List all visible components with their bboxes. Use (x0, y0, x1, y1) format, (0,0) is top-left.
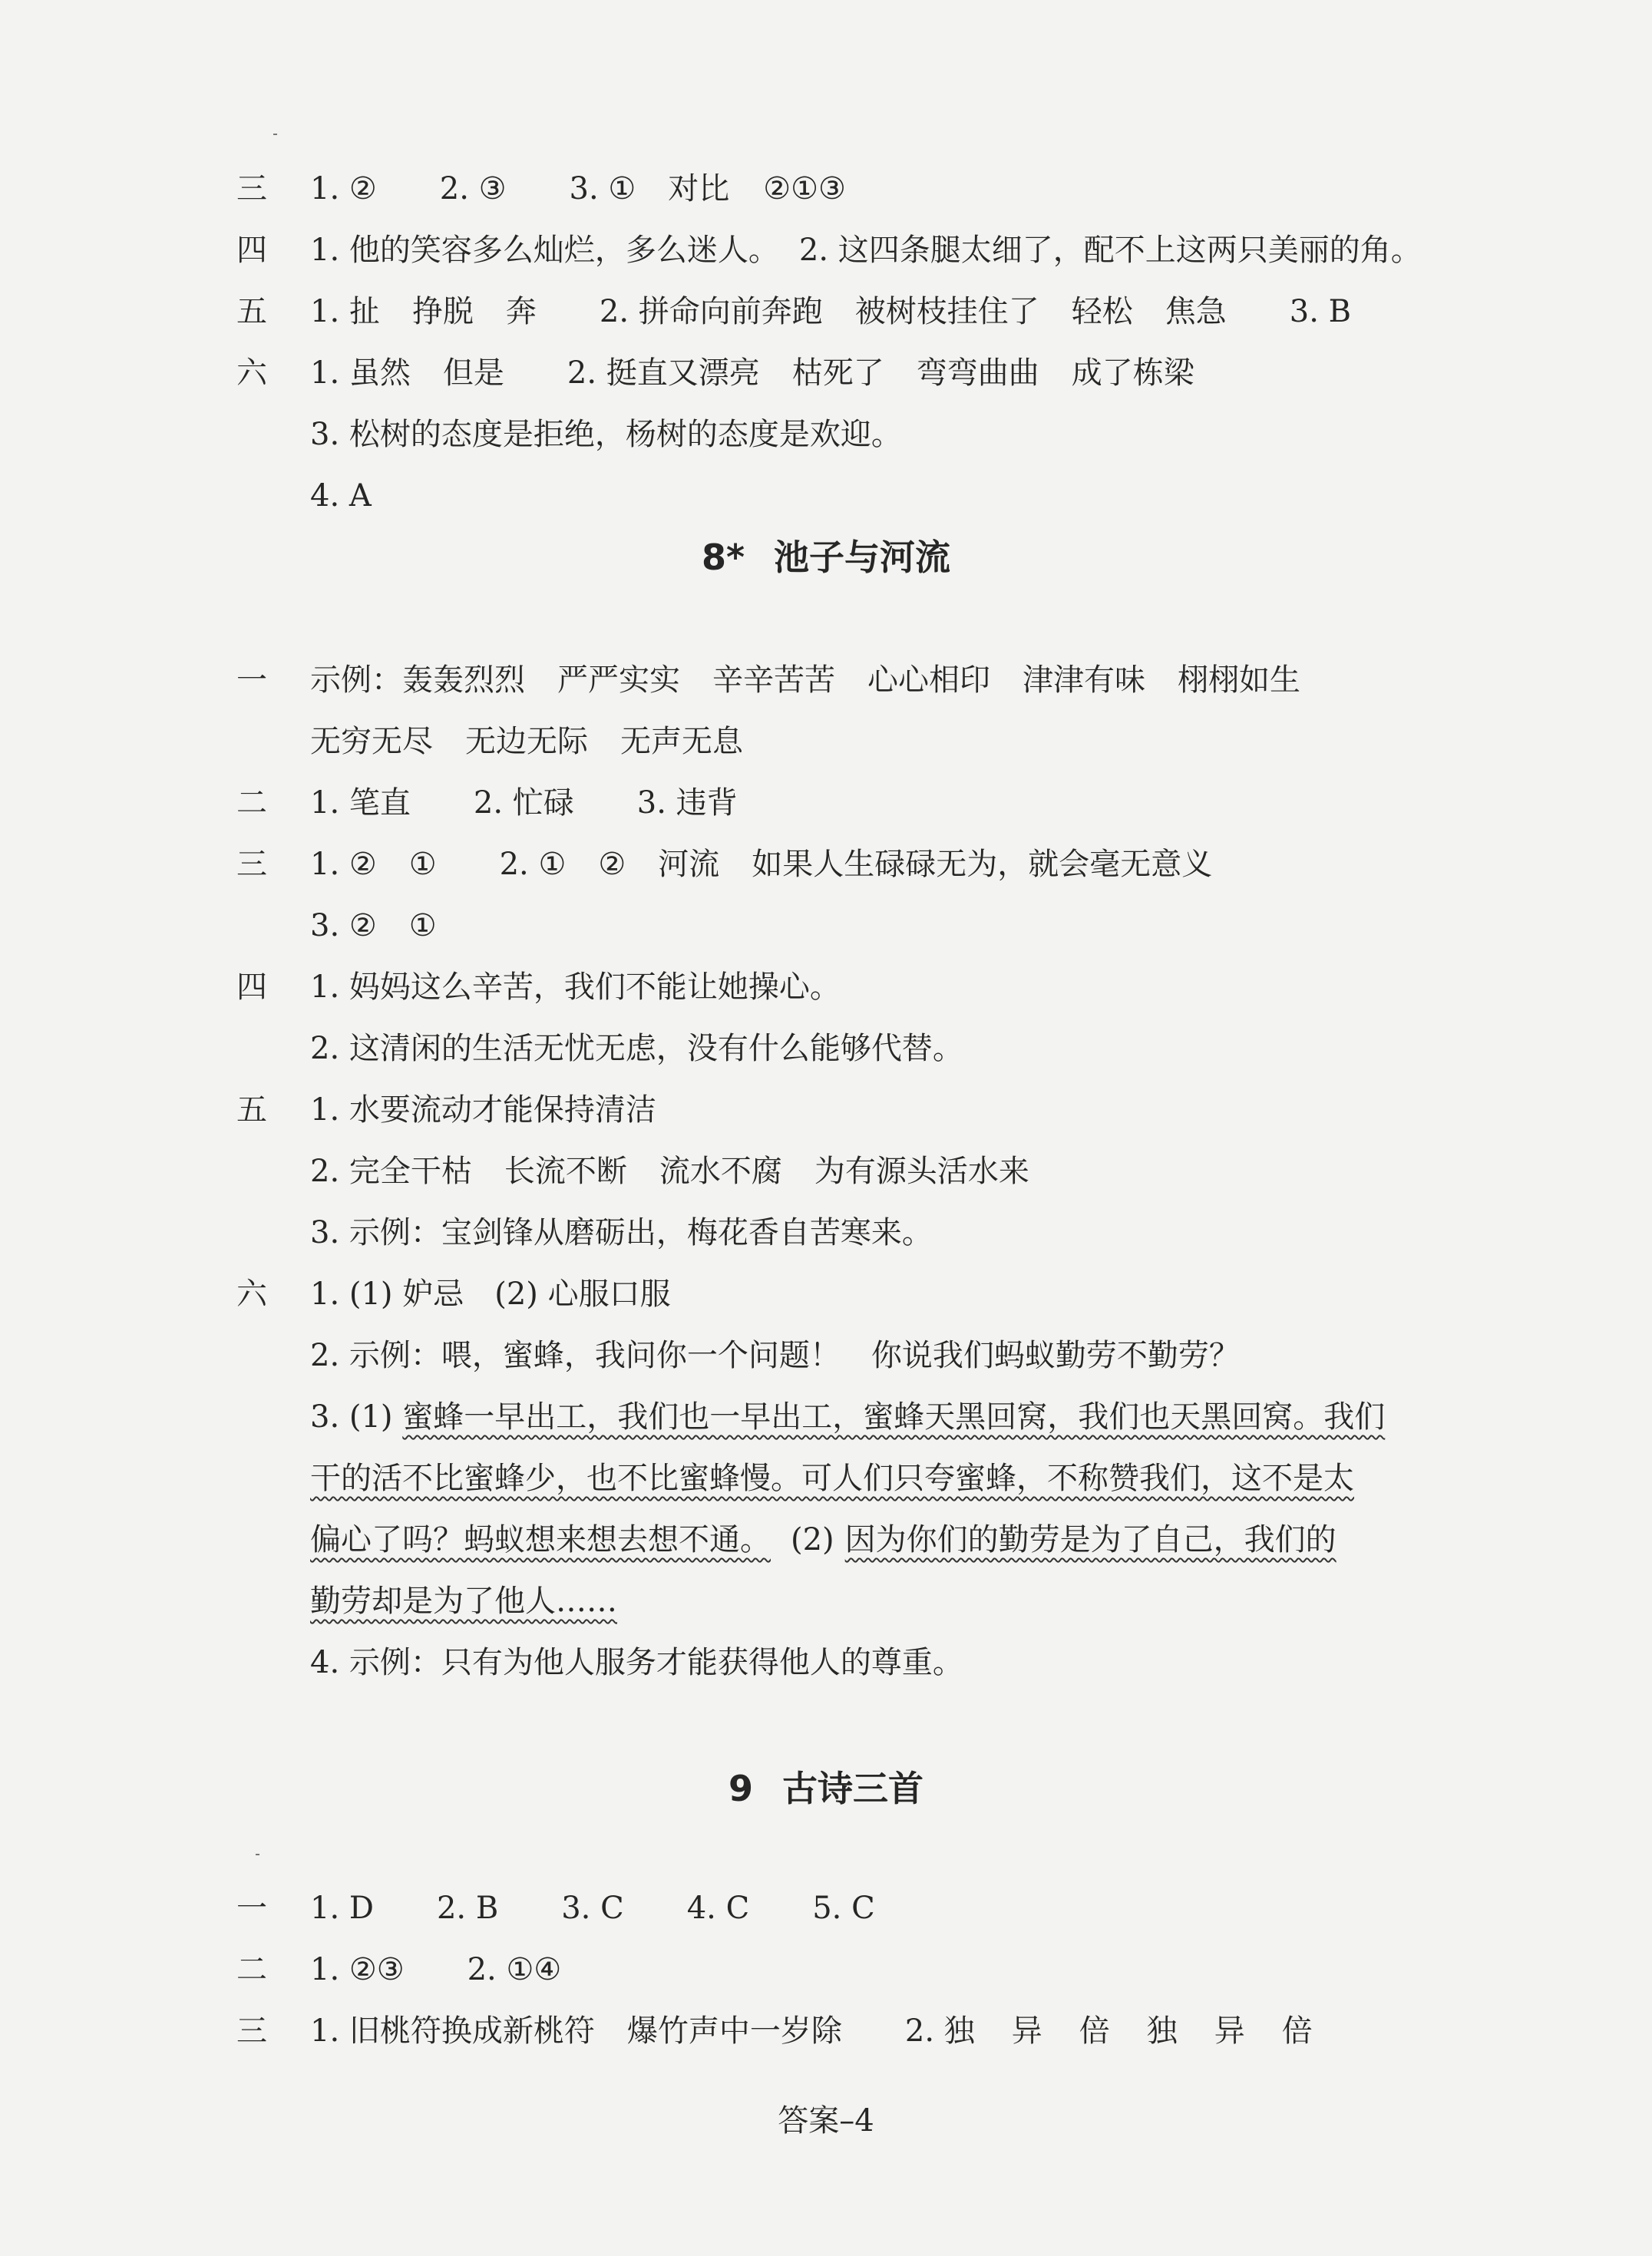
answer-item: 倍 (1079, 2013, 1110, 2049)
answer-item: 独 (1146, 2013, 1178, 2049)
answer-text: 3. 松树的态度是拒绝，杨树的态度是欢迎。 (310, 417, 902, 452)
answer-item: 焦急 (1165, 294, 1227, 329)
wavy-underlined-text: 偏心了吗？蚂蚁想来想去想不通。 (310, 1522, 771, 1557)
answer-item: 1. 笔直 (310, 785, 411, 821)
section-number: 六 (236, 355, 267, 391)
answer-item: 2. 独 (904, 2013, 975, 2049)
answer-items (310, 229, 1422, 272)
wavy-underlined-text: 蜜蜂一早出工，我们也一早出工，蜜蜂天黑回窝，我们也天黑回窝。我们 (402, 1399, 1386, 1435)
section-number: 三 (236, 847, 267, 882)
answer-item: 2. 这四条腿太细了，配不上这两只美丽的角。 (798, 233, 1422, 268)
answer-items (310, 290, 1351, 333)
answer-item: 无穷无尽 (310, 724, 433, 759)
answer-item: 倍 (1281, 2013, 1313, 2049)
answer-item: 轻松 (1071, 294, 1133, 329)
answer-item: 2. 挺直又漂亮 (567, 355, 760, 391)
answer-items (310, 1887, 875, 1930)
lesson-8-heading (0, 534, 1652, 580)
answer-item: 2. 忙碌 (473, 785, 574, 821)
answer-item: 心心相印 (867, 662, 990, 698)
section-number: 四 (236, 233, 267, 268)
answer-items (310, 781, 738, 824)
answer-text: 2. 这清闲的生活无忧无虑，没有什么能够代替。 (310, 1031, 963, 1066)
section-number: 三 (236, 171, 267, 206)
answer-item: 但是 (442, 355, 504, 391)
section-number: 六 (236, 1277, 267, 1312)
wavy-underlined-text: 干的活不比蜜蜂少，也不比蜜蜂慢。可人们只夸蜜蜂，不称赞我们，这不是太 (310, 1461, 1354, 1496)
answer-item: 2. ① (499, 847, 567, 882)
answer-item: 1. 扯 (310, 294, 380, 329)
answer-item: 2. B (436, 1891, 499, 1926)
answer-item: 弯弯曲曲 (916, 355, 1039, 391)
question-prefix: 3. (1) (310, 1399, 403, 1435)
answer-item: 1. 虽然 (310, 355, 411, 391)
answer-item: 4. C (686, 1891, 750, 1926)
answer-items (310, 352, 1194, 395)
answer-text: 4. A (310, 478, 372, 514)
answer-item: 2. ①④ (467, 1952, 562, 1987)
answer-item: 无声无息 (620, 724, 743, 759)
answer-item: 辛辛苦苦 (712, 662, 835, 698)
lesson-9-heading (0, 1765, 1652, 1812)
answer-item: 被树枝挂住了 (854, 294, 1039, 329)
lesson-number: 9 (728, 1768, 753, 1809)
answer-item: 2. 拼命向前奔跑 (599, 294, 823, 329)
answer-item: ① (408, 847, 437, 882)
answer-item: 1. ② (310, 171, 377, 206)
section-number: 五 (236, 294, 267, 329)
answer-item: 3. B (1289, 294, 1352, 329)
answer-item: 3. ① (569, 171, 636, 206)
answer-item: 流水不腐 (659, 1154, 782, 1189)
answer-paragraph (310, 1457, 1354, 1500)
section-number: 一 (236, 662, 267, 698)
section-number: 一 (236, 1891, 267, 1926)
answer-item: 挣脱 (411, 294, 474, 329)
lesson-title: 古诗三首 (782, 1768, 923, 1809)
answer-items (310, 1150, 1029, 1193)
answer-text: 1. 水要流动才能保持清洁 (310, 1092, 656, 1128)
answer-item: 无边无际 (465, 724, 588, 759)
answer-paragraph (310, 1580, 617, 1623)
answer-item: 成了栋梁 (1071, 355, 1194, 391)
answer-text: 3. 示例：宝剑锋从磨砺出，梅花香自苦寒来。 (310, 1215, 933, 1250)
section-number: 二 (236, 785, 267, 821)
answer-item: 3. ② (310, 908, 377, 943)
answer-item: 1. ② (310, 847, 377, 882)
answer-item: 对比 (668, 171, 730, 206)
section-number: 五 (236, 1092, 267, 1128)
answer-item: 严严实实 (557, 662, 680, 698)
answer-item: 1. 旧桃符换成新桃符 (310, 2013, 595, 2049)
scan-speck (273, 134, 277, 135)
scan-speck (256, 1854, 259, 1855)
answer-items (310, 1948, 561, 1991)
answer-item: 5. C (812, 1891, 875, 1926)
answer-item: 为有源头活水来 (814, 1154, 1029, 1189)
answer-item: 异 (1214, 2013, 1245, 2049)
answer-text: 4. 示例：只有为他人服务才能获得他人的尊重。 (310, 1645, 963, 1680)
answer-text: 1. 妈妈这么辛苦，我们不能让她操心。 (310, 969, 841, 1005)
answer-text: 1. (1) 妒忌 (2) 心服口服 (310, 1277, 671, 1312)
answer-item: 示例：轰轰烈烈 (310, 662, 525, 698)
answer-paragraph (310, 1518, 1336, 1561)
answer-item: 津津有味 (1023, 662, 1145, 698)
wavy-underlined-text: 勤劳却是为了他人…… (310, 1584, 617, 1619)
answer-item: 3. C (561, 1891, 624, 1926)
answer-item: ②①③ (763, 171, 846, 206)
answer-item: 栩栩如生 (1178, 662, 1300, 698)
answer-item: 长流不断 (504, 1154, 627, 1189)
answer-item: 异 (1011, 2013, 1042, 2049)
answer-paragraph (310, 1396, 1385, 1438)
answer-item: 奔 (505, 294, 537, 329)
answer-item: 2. 完全干枯 (310, 1154, 472, 1189)
answer-item: 河流 (658, 847, 720, 882)
answer-item: ② (598, 847, 626, 882)
answer-item: 2. ③ (439, 171, 507, 206)
answer-items (310, 2010, 1313, 2053)
answer-item: 如果人生碌碌无为，就会毫无意义 (752, 847, 1213, 882)
subquestion-mark: (2) (791, 1522, 834, 1557)
answer-items (310, 167, 846, 210)
answer-text: 2. 示例：喂，蜜蜂，我问你一个问题！ 你说我们蚂蚁勤劳不勤劳？ (310, 1338, 1240, 1373)
answer-item: 1. 他的笑容多么灿烂，多么迷人。 (310, 233, 779, 268)
section-number: 三 (236, 2013, 267, 2049)
answer-item: 枯死了 (791, 355, 884, 391)
answer-items (310, 904, 437, 947)
answer-items (310, 720, 743, 763)
section-number: 四 (236, 969, 267, 1005)
answer-item: 爆竹声中一岁除 (626, 2013, 842, 2049)
answer-item: ① (408, 908, 437, 943)
answer-items (310, 659, 1300, 702)
answer-item: 3. 违背 (636, 785, 738, 821)
section-number: 二 (236, 1952, 267, 1987)
lesson-number: 8* (701, 537, 745, 578)
page-footer: 答案–4 (778, 2103, 874, 2139)
answer-item: 1. ②③ (310, 1952, 405, 1987)
wavy-underlined-text: 因为你们的勤劳是为了自己，我们的 (844, 1522, 1336, 1557)
lesson-title: 池子与河流 (774, 537, 951, 578)
answer-item: 1. D (310, 1891, 374, 1926)
answer-items (310, 843, 1212, 886)
